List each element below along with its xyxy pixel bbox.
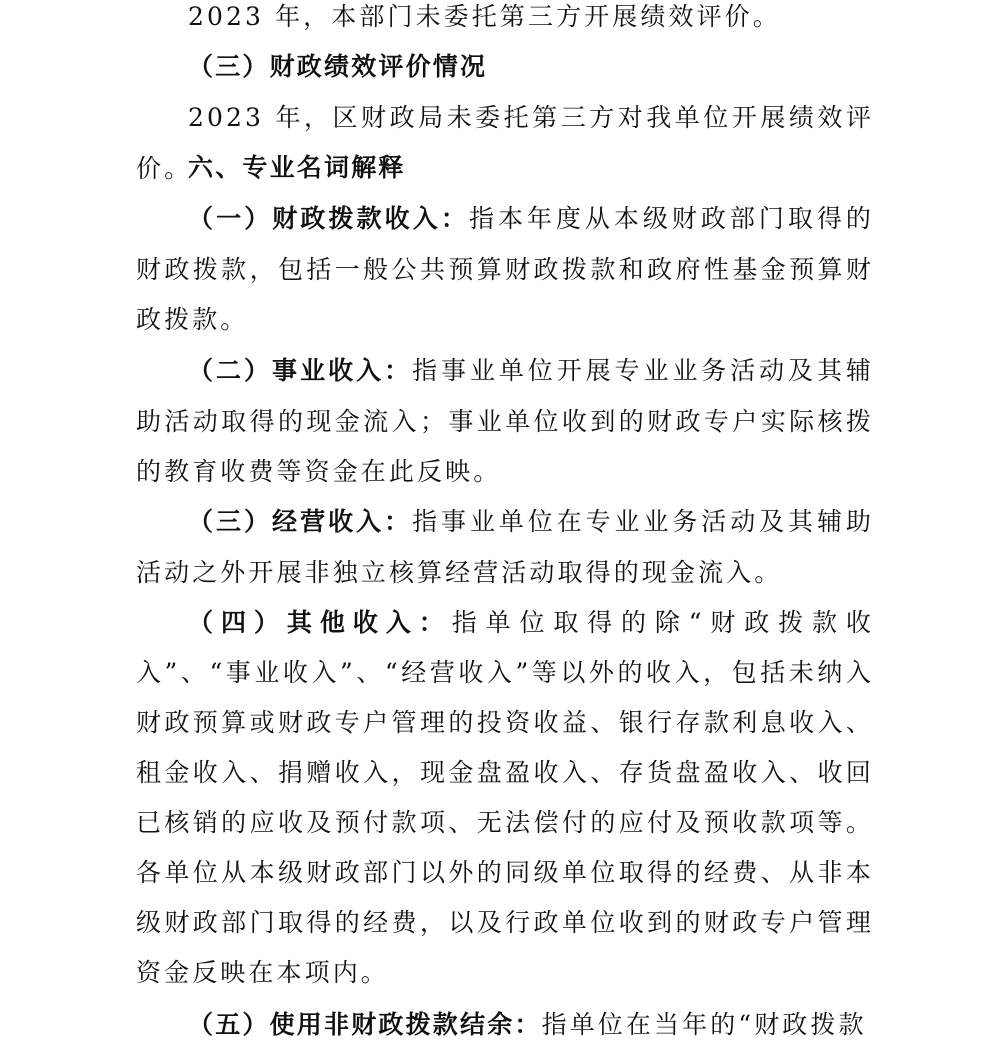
subheading-fiscal-evaluation bbox=[136, 42, 874, 93]
definition-operating-income bbox=[136, 497, 874, 598]
section-heading-text: 六、专业名词解释 bbox=[188, 153, 406, 182]
section-heading-glossary bbox=[136, 143, 874, 194]
paragraph-no-third-party: 2023 年，本部门未委托第三方开展绩效评价。 bbox=[188, 2, 781, 31]
subheading-text: （三）财政绩效评价情况 bbox=[188, 52, 488, 81]
definition-fiscal-appropriation bbox=[136, 194, 874, 346]
definition-term: （二）事业收入： bbox=[188, 356, 413, 385]
definition-other-income bbox=[136, 598, 874, 998]
definition-text: 指单位取得的除“财政拨款收入”、“事业收入”、“经营收入”等以外的收入，包括未纳入财政预算或财政专户管理的投资收益、银行存款利息收入、租金收入、捐赠收入，现金盘盈收入、存货盘盈收入、收回已核销的应收及预付款项、无法偿付的应付及预收款项等。各单位从本级财政部门以外的同级单位取得的经费、从非本级财政部门取得的经费，以及行政单位收到的财政专户管理资金反映在本项内。 bbox=[136, 608, 874, 987]
definition-text: 指本年度从本级财政部门取得的财政拨款，包括一般公共预算财政拨款和政府性基金预算财政拨款。 bbox=[136, 204, 874, 335]
definition-term: （一）财政拨款收入： bbox=[188, 204, 469, 233]
definition-term: （三）经营收入： bbox=[188, 507, 413, 536]
definition-text: 指单位在当年的“财政拨款 bbox=[541, 1010, 867, 1039]
paragraph-finance-bureau: 2023 年，区财政局未委托第三方对我单位开展绩效评价。 bbox=[136, 103, 874, 183]
definition-text: 指事业单位开展专业业务活动及其辅助活动取得的现金流入；事业单位收到的财政专户实际核拨的教育收费等资金在此反映。 bbox=[136, 356, 874, 487]
definition-business-income bbox=[136, 346, 874, 498]
definition-term: （五）使用非财政拨款结余： bbox=[188, 1010, 542, 1039]
definition-term: （四）其他收入： bbox=[188, 608, 452, 637]
definition-non-fiscal-surplus bbox=[136, 1000, 874, 1051]
definition-text: 指事业单位在专业业务活动及其辅助活动之外开展非独立核算经营活动取得的现金流入。 bbox=[136, 507, 874, 587]
